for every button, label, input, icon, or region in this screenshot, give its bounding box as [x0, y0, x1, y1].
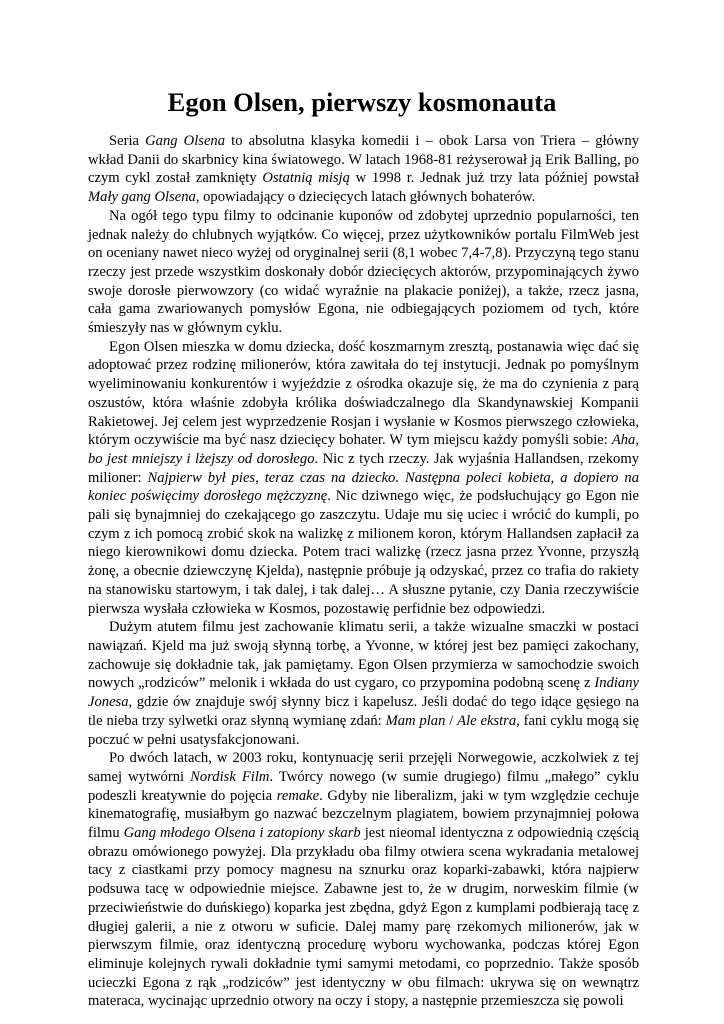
italic-text: Nordisk Film [190, 768, 270, 785]
italic-text: Najpierw był pies, teraz czas na dziecko. Następna poleci kobieta, a dopiero na koniec poświęcimy dorosłego mężczyznę [88, 469, 639, 505]
paragraph-text: , opowiadający o dziecięcych latach głównych bohaterów. [195, 189, 536, 206]
paragraph-text: Egon Olsen mieszka w domu dziecka, dość koszmarnym zresztą, postanawia więc dać się adoptować przez rodzinę milionerów, która zawitała do tej instytucji. Jednak po pomyślnym wyeliminowaniu konkurentów i wyjeździe z ośrodka okazuje się, że ma do czynienia z parą oszustów, która właśnie zdobyła królika doświadczalnego dla Skandynawskiej Kompanii Rakietowej. Jej celem jest wyprzedzenie Rosjan i wysłanie w Kosmos pierwszego człowieka, którym oczywiście ma być nasz dziecięcy bohater. W tym miejscu każdy pomyśli sobie: [88, 338, 639, 449]
italic-text: Aha, bo jest mniejszy i lżejszy od dorosłego [88, 432, 639, 467]
italic-text: Ale ekstra [457, 712, 517, 729]
paragraph-text: . Nic z tych rzeczy. Jak wyjaśnia Hallandsen, rzekomy milioner: [88, 450, 639, 486]
italic-text: Gang Olsena [145, 133, 226, 149]
article-paragraph [88, 618, 639, 749]
paragraph-text: . Twórcy nowego (w sumie drugiego) filmu „małego” cyklu podeszli kreatywnie do pojęcia [88, 768, 639, 804]
article-title: Egon Olsen, pierwszy kosmonauta [167, 87, 557, 117]
article-paragraph [88, 749, 639, 1011]
article-body [88, 132, 639, 1011]
italic-text: Mam plan [385, 712, 446, 729]
paragraph-text: Dużym atutem filmu jest zachowanie klimatu serii, a także wizualne smaczki w postaci nawiązań. Kjeld ma już swoją słynną torbę, a Yvonne, w której jest bez pamięci zakochany, zachowuje się dokładnie tak, jak pamiętamy. Egon Olsen przymierza w samochodzie swoich nowych „rodziców” melonik i wkłada do ust cygaro, co przypomina podobną scenę z [88, 619, 639, 692]
paragraph-text: / [445, 712, 458, 729]
paragraph-text: to absolutna klasyka komedii i – obok Larsa von Triera – główny wkład Danii do skarbnicy kina światowego. W latach 1968-81 reżyserował ją Erik Balling, po czym cykl został zamknięty [88, 133, 639, 187]
article-paragraph [88, 338, 639, 619]
italic-text: remake [276, 787, 320, 804]
paragraph-text: , fani cyklu mogą się poczuć w pełni usatysfakcjonowani. [88, 712, 639, 748]
paragraph-text: Na ogół tego typu filmy to odcinanie kuponów od zdobytej uprzednio popularności, ten jednak należy do chlubnych wyjątków. Co więcej, przez użytkowników portalu FilmWeb jest on oceniany nawet nieco wyżej od oryginalnej serii (8,1 wobec 7,4-7,8). Przyczyną tego stanu rzeczy jest przede wszystkim doskonały dobór dziecięcych aktorów, przypominających żywo swoje dorosłe pierwowzory (co widać wyraźnie na plakacie poniżej), a także, rzecz jasna, cała gama zwariowanych pomysłów Egona, nie odbiegających poziomem od tych, które śmieszyły nas w głównym cyklu. [88, 207, 639, 337]
paragraph-text: w 1998 r. Jednak już trzy lata później powstał [349, 170, 639, 187]
paragraph-text: Seria [109, 133, 146, 149]
paragraph-text: . Nic dziwnego więc, że podsłuchujący go Egon nie pali się bynajmniej do czekającego go zaszczytu. Udaje mu się uciec i wrócić do kumpli, po czym z ich pomocą zrobić skok na walizkę z milionem koron, którym Hallandsen zapłacił za niego kierownikowi domu dziecka. Potem traci walizkę (rzecz jasna przez Yvonne, przyszłą żonę, a obecnie dziewczynę Kjelda), następnie próbuje ją odzyskać, przez co trafia do rakiety na stanowisku startowym, i tak dalej, i tak dalej… A słuszne pytanie, czy Dania rzeczywiście pierwsza wysłała człowieka w Kosmos, pozostawię perfidnie bez odpowiedzi. [88, 488, 639, 617]
article-paragraph [88, 132, 639, 207]
paragraph-text: , gdzie ów znajduje swój słynny bicz i kapelusz. Jeśli dodać do tego idące gęsiego na tle nieba trzy sylwetki oraz słynną wymianę zdań: [88, 694, 639, 729]
paragraph-text: . Gdyby nie liberalizm, jaki w tym względzie cechuje kinematografię, musiałbym go nazwać bezczelnym plagiatem, bowiem przynajmniej połowa filmu [88, 787, 639, 842]
italic-text: Gang młodego Olsena i zatopiony skarb [123, 825, 361, 842]
italic-text: Indiany Jonesa [88, 675, 639, 711]
article-paragraph [88, 207, 639, 338]
paragraph-text: Po dwóch latach, w 2003 roku, kontynuację serii przejęli Norwegowie, aczkolwiek z tej samej wytwórni [88, 750, 639, 785]
italic-text: Mały gang Olsena [88, 189, 196, 206]
paragraph-text: jest nieomal identyczna z odpowiednią częścią obrazu omówionego powyżej. Dla przykładu oba filmy otwiera scena wykradania metalowej tacy z ciastkami przy pomocy magnesu na sznurku oraz koparki-zabawki, która najpierw podsuwa tacę w odpowiednie miejsce. Zabawne jest to, że w drugim, norweskim filmie (w przeciwieństwie do duńskiego) koparka jest zbędna, gdyż Egon z kumplami podbierają tacę z długiej galerii, a nie z otworu w suficie. Dalej mamy parę rzekomych milionerów, jak w pierwszym filmie, oraz identyczną procedurę wyboru wychowanka, podczas której Egon eliminuje kolejnych rywali dokładnie tymi samymi metodami, co poprzednio. Także sposób ucieczki Egona z rąk „rodziców” jest identyczny w obu filmach: ukrywa się on wewnątrz materaca, wycinając uprzednio otwory na oczy i stopy, a następnie przemieszcza się powoli [88, 825, 639, 1010]
italic-text: Ostatnią misją [262, 170, 350, 187]
